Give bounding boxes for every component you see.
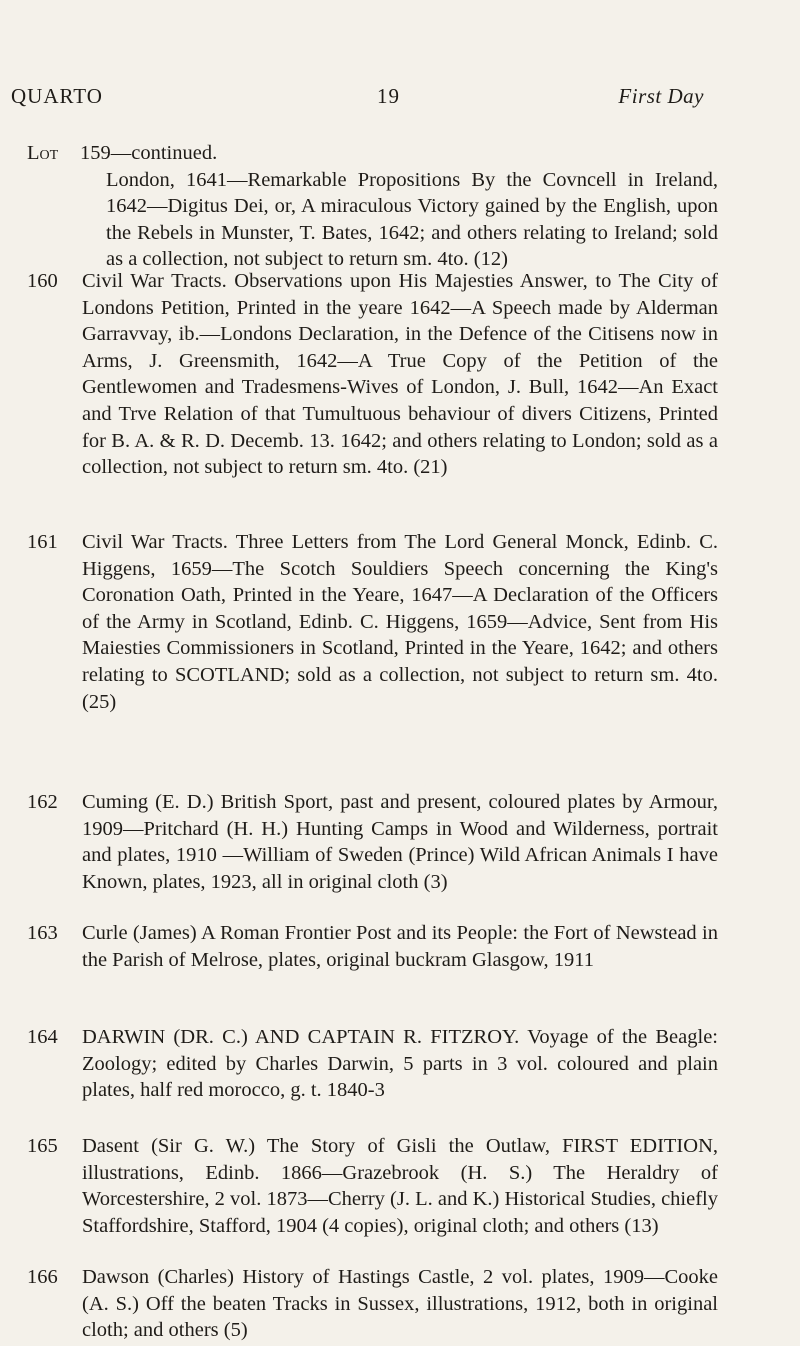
lot-description: London, 1641—Remarkable Propositions By the Covncell in Ireland, 1642—Digitus Dei, or, A miraculous Victory gained by the English, upon the Rebels in Munster, T. Bates, 1642; and others relating to Ireland; sold as a collection, not subject to return sm. 4to. (12)	[106, 168, 718, 271]
lot-number: 163	[27, 922, 58, 944]
header-day: First Day	[618, 84, 704, 108]
lot-number: 161	[27, 531, 58, 553]
lot-number: 165	[27, 1135, 58, 1157]
lot-continued-label: 159—continued.	[80, 142, 218, 164]
page-number: 19	[377, 84, 400, 108]
lot-number: 164	[27, 1026, 58, 1048]
lot-lead	[82, 140, 718, 167]
lot-description: Civil War Tracts. Observations upon His Majesties Answer, to The City of Londons Petition, Printed in the yeare 1642—A Speech made by Alderman Garravvay, ib.—Londons Declaration, in the Defence of the Citisens now in Arms, J. Greensmith, 1642—A True Copy of the Petition of the Gentlewomen and Tradesmens-Wives of London, J. Bull, 1642—An Exact and Trve Relation of that Tumultuous behaviour of divers Citizens, Printed for B. A. & R. D. Decemb. 13. 1642; and others relating to London; sold as a collection, not subject to return sm. 4to. (21)	[82, 270, 718, 479]
lot-description: Curle (James) A Roman Frontier Post and its People: the Fort of Newstead in the Parish of Melrose, plates, original buckram Glasgow, 1911	[82, 922, 718, 971]
lot-prefix: Lot	[27, 142, 59, 164]
lot-description: Dasent (Sir G. W.) The Story of Gisli the Outlaw, FIRST EDITION, illustrations, Edinb. 1866—Grazebrook (H. S.) The Heraldry of Worcestershire, 2 vol. 1873—Cherry (J. L. and K.) Historical Studies, chiefly Staffordshire, Stafford, 1904 (4 copies), original cloth; and others (13)	[82, 1135, 718, 1237]
lot-text	[82, 140, 718, 273]
lot-description: DARWIN (DR. C.) AND CAPTAIN R. FITZROY. Voyage of the Beagle: Zoology; edited by Charles Darwin, 5 parts in 3 vol. coloured and plain plates, half red morocco, g. t. 1840-3	[82, 1026, 718, 1102]
lot-number: 162	[27, 791, 58, 813]
lot-description: Dawson (Charles) History of Hastings Castle, 2 vol. plates, 1909—Cooke (A. S.) Off the beaten Tracks in Sussex, illustrations, 1912, both in original cloth; and others (5)	[82, 1266, 718, 1342]
page-header	[0, 83, 800, 113]
lot-number: 160	[27, 270, 58, 292]
lot-description: Civil War Tracts. Three Letters from The Lord General Monck, Edinb. C. Higgens, 1659—The Scotch Souldiers Speech concerning the King's Coronation Oath, Printed in the Yeare, 1647—A Declaration of the Officers of the Army in Scotland, Edinb. C. Higgens, 1659—Advice, Sent from His Maiesties Commissioners in Scotland, Printed in the Yeare, 1642; and others relating to SCOTLAND; sold as a collection, not subject to return sm. 4to. (25)	[82, 531, 718, 713]
header-format: QUARTO	[11, 84, 103, 108]
lot-description: Cuming (E. D.) British Sport, past and present, coloured plates by Armour, 1909—Pritchard (H. H.) Hunting Camps in Wood and Wilderness, portrait and plates, 1910 —William of Sweden (Prince) Wild African Animals I have Known, plates, 1923, all in original cloth (3)	[82, 791, 718, 893]
lot-number: 166	[27, 1266, 58, 1288]
